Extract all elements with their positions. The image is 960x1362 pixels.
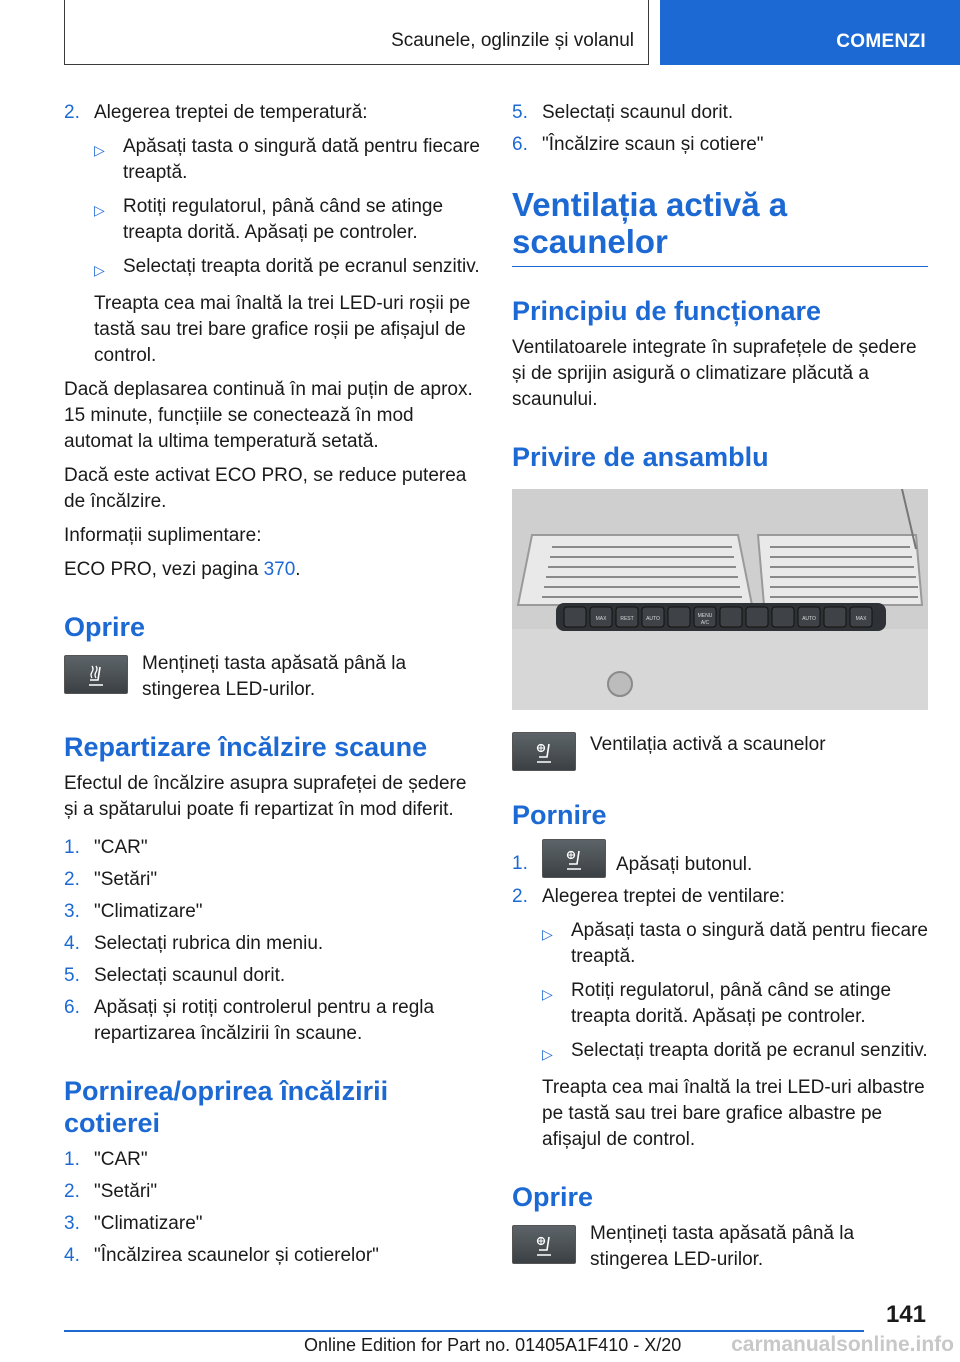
header-section-box <box>64 0 649 65</box>
list-text: Alegerea treptei de ventilare: <box>542 886 785 907</box>
heading-oprire-ventilatie: Oprire <box>512 1182 594 1212</box>
list-item <box>64 995 480 1047</box>
page-link[interactable]: 370 <box>263 559 296 580</box>
list-text: Alegerea treptei de temperatură: <box>94 102 368 123</box>
triangle-right-icon: ▷ <box>94 202 105 218</box>
dashboard-illustration <box>512 489 928 710</box>
sub-item <box>512 918 928 970</box>
list-item <box>64 1243 480 1269</box>
list-note: Treapta cea mai înaltă la trei LED-uri roșii pe tastă sau trei bare grafice roșii pe afișajul de control. <box>94 293 471 366</box>
sub-item <box>512 978 928 1030</box>
header-chapter-title: COMENZI <box>836 31 926 52</box>
list-text: "Setări" <box>94 1181 158 1202</box>
triangle-right-icon: ▷ <box>94 142 105 158</box>
heading-oprire: Oprire <box>64 612 146 642</box>
header-section-title: Scaunele, oglinzile și volanul <box>391 30 634 51</box>
photo-button-label: A/C <box>700 620 710 626</box>
sub-item-text: Rotiți regulatorul, până când se atinge treapta dorită. Apăsați pe controler. <box>123 196 444 243</box>
photo-caption: Ventilația activă a scaunelor <box>590 734 826 755</box>
paragraph: Ventilatoarele integrate în suprafețele de ședere și de sprijin asigură o climatizare plăcută a scaunului. <box>512 337 917 410</box>
list-item <box>64 867 480 893</box>
sub-item-text: Apăsați tasta o singură dată pentru fiecare treaptă. <box>123 136 481 183</box>
heading-principiu: Principiu de funcționare <box>512 296 822 326</box>
paragraph-eco-pro <box>64 557 480 583</box>
sub-item <box>64 254 480 283</box>
list-number: 3. <box>64 1213 80 1234</box>
triangle-right-icon: ▷ <box>542 986 553 1002</box>
right-column <box>512 100 928 1273</box>
sub-item-text: Apăsați tasta o singură dată pentru fiecare treaptă. <box>571 920 929 967</box>
list-text: "CAR" <box>94 1149 148 1170</box>
list-number: 4. <box>64 933 80 954</box>
heading-cotiere: Pornirea/oprirea încălzirii cotierei <box>64 1076 389 1138</box>
photo-button-label: AUTO <box>646 616 660 622</box>
list-number: 2. <box>64 869 80 890</box>
list-cotiere <box>64 1147 480 1269</box>
seat-ventilation-icon <box>512 1225 576 1264</box>
sub-item-text: Selectați treapta dorită pe ecranul senzitiv. <box>571 1040 928 1061</box>
list-item <box>512 839 928 878</box>
list-text: Apăsați butonul. <box>616 854 753 875</box>
list-text: Apăsați și rotiți controlerul pentru a regla repartizarea încălzirii în scaune. <box>94 997 435 1044</box>
list-item <box>512 132 928 158</box>
seat-ventilation-icon <box>542 839 606 878</box>
caption-row <box>512 728 928 771</box>
list-item <box>64 899 480 925</box>
paragraph: Dacă este activat ECO PRO, se reduce puterea de încălzire. <box>64 465 467 512</box>
list-number: 1. <box>64 1149 80 1170</box>
list-item <box>64 1179 480 1205</box>
list-number: 1. <box>512 853 528 874</box>
list-text: "CAR" <box>94 837 148 858</box>
list-number: 5. <box>512 102 528 123</box>
list-number: 6. <box>512 134 528 155</box>
list-number: 1. <box>64 837 80 858</box>
list-item <box>64 835 480 861</box>
triangle-right-icon: ▷ <box>94 262 105 278</box>
list-text: "Climatizare" <box>94 1213 203 1234</box>
list-text-with-icon <box>542 839 928 878</box>
list-number: 2. <box>64 1181 80 1202</box>
sub-item <box>512 1038 928 1067</box>
list-repartizare <box>64 835 480 1047</box>
seat-ventilation-icon <box>512 732 576 771</box>
footer-rule <box>64 1330 864 1332</box>
list-number: 6. <box>64 997 80 1018</box>
dashboard-photo <box>512 489 928 710</box>
sub-item <box>64 134 480 186</box>
heading-privire: Privire de ansamblu <box>512 442 769 472</box>
watermark: carmanualsonline.info <box>731 1333 954 1356</box>
photo-button-label: AUTO <box>802 616 816 622</box>
sub-item <box>64 194 480 246</box>
list-item <box>64 1211 480 1237</box>
heading-repartizare: Repartizare încălzire scaune <box>64 732 428 762</box>
heading-pornire: Pornire <box>512 800 607 830</box>
seat-heating-icon <box>64 655 128 694</box>
paragraph: Efectul de încălzire asupra suprafeței de ședere și a spătarului poate fi repartizat în mod diferit. <box>64 773 467 820</box>
photo-button-label: MENU <box>697 613 713 619</box>
list-number: 4. <box>64 1245 80 1266</box>
list-item <box>64 1147 480 1173</box>
oprire-row <box>64 651 480 703</box>
triangle-right-icon: ▷ <box>542 1046 553 1062</box>
left-column <box>64 100 480 1275</box>
footer-edition: Online Edition for Part no. 01405A1F410 - X/20 <box>304 1335 682 1355</box>
list-item <box>512 100 928 126</box>
list-text: "Climatizare" <box>94 901 203 922</box>
photo-button-label: MAX <box>595 616 607 622</box>
oprire-text: Mențineți tasta apăsată până la stingerea LED-urilor. <box>142 653 407 700</box>
page-number: 141 <box>885 1301 926 1328</box>
list-item <box>64 931 480 957</box>
list-text: "Încălzirea scaunelor și cotierelor" <box>94 1245 379 1266</box>
list-note: Treapta cea mai înaltă la trei LED-uri albastre pe tastă sau trei bare grafice albastre pe afișajul de control. <box>542 1077 925 1150</box>
list-number: 2. <box>64 102 80 123</box>
list-number: 5. <box>64 965 80 986</box>
list-text: "Încălzire scaun și cotiere" <box>542 134 764 155</box>
list-item <box>64 963 480 989</box>
list-number: 2. <box>512 886 528 907</box>
oprire-ventilatie-row <box>512 1221 928 1273</box>
photo-button-label: MAX <box>855 616 867 622</box>
list-text: Selectați rubrica din meniu. <box>94 933 324 954</box>
list-item <box>64 100 480 126</box>
list-text: Selectați scaunul dorit. <box>94 965 286 986</box>
paragraph: Dacă deplasarea continuă în mai puțin de aprox. 15 minute, funcțiile se conectează în mod automat la ultima temperatură setată. <box>64 379 473 452</box>
sub-item-text: Selectați treapta dorită pe ecranul senzitiv. <box>123 256 480 277</box>
heading-ventilatie: Ventilația activă a scaunelor <box>512 186 928 267</box>
oprire-ventilatie-text: Mențineți tasta apăsată până la stingerea LED-urilor. <box>590 1223 855 1270</box>
header-chapter-tab <box>660 0 960 65</box>
paragraph-text: . <box>295 559 301 580</box>
paragraph: Informații suplimentare: <box>64 525 262 546</box>
list-text: Selectați scaunul dorit. <box>542 102 734 123</box>
sub-item-text: Rotiți regulatorul, până când se atinge treapta dorită. Apăsați pe controler. <box>571 980 892 1027</box>
photo-button-label: REST <box>620 616 634 622</box>
list-item <box>512 884 928 910</box>
triangle-right-icon: ▷ <box>542 926 553 942</box>
list-number: 3. <box>64 901 80 922</box>
paragraph-text: ECO PRO, vezi pagina <box>64 559 264 580</box>
list-text: "Setări" <box>94 869 158 890</box>
